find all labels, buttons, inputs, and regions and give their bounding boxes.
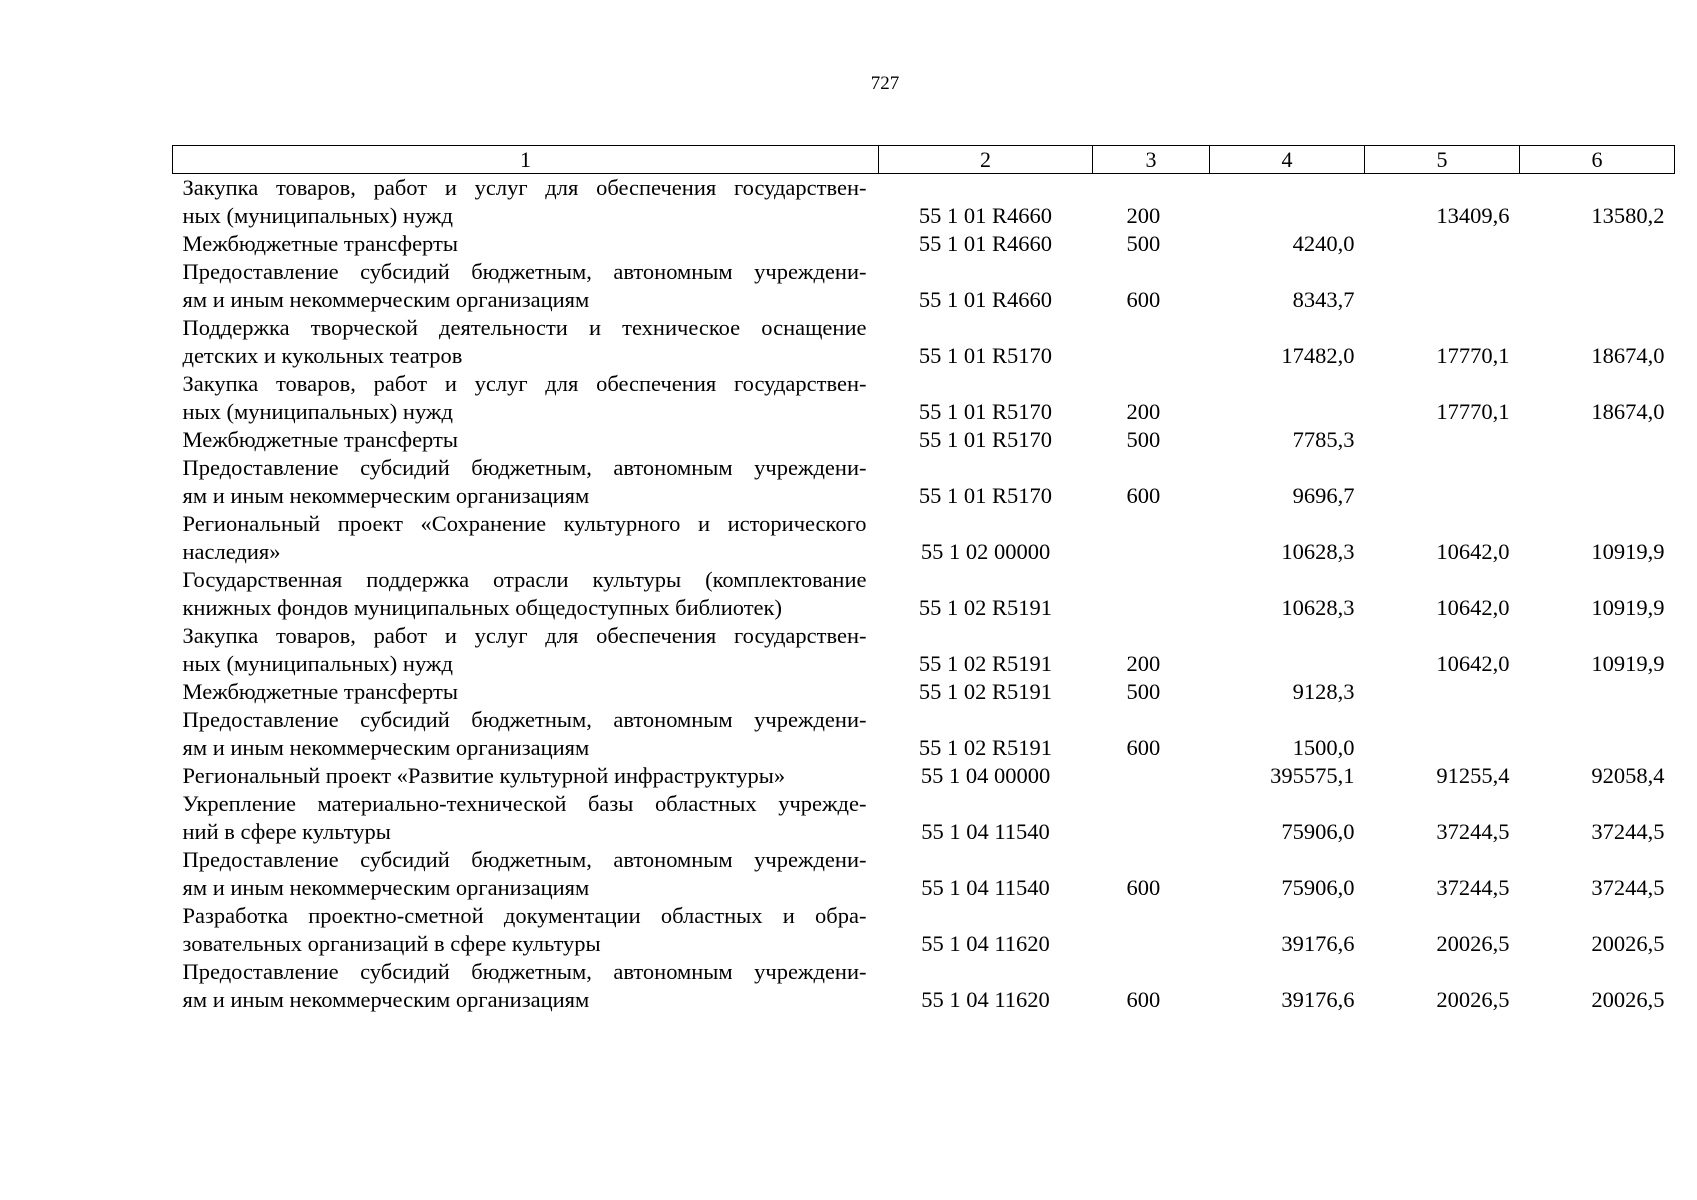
row-value-col5 — [1365, 258, 1520, 314]
row-value-col4: 17482,0 — [1281, 343, 1355, 368]
row-value-col5: 17770,1 — [1436, 399, 1510, 424]
row-value-col6: 10919,9 — [1591, 651, 1665, 676]
row-code: 55 1 02 R5191 — [918, 679, 1053, 704]
row-name — [173, 958, 879, 1014]
row-code: 55 1 01 R5170 — [918, 483, 1053, 508]
row-value-col5: 10642,0 — [1436, 595, 1510, 620]
row-expense-type: 600 — [1126, 987, 1161, 1012]
table-body — [173, 174, 1675, 1015]
row-value-col6: 37244,5 — [1591, 819, 1665, 844]
row-name — [173, 510, 879, 566]
table-row — [173, 678, 1675, 706]
row-value-col4: 8343,7 — [1292, 287, 1355, 312]
row-code: 55 1 02 R5191 — [918, 651, 1053, 676]
row-expense-type: 500 — [1126, 427, 1161, 452]
row-value-col4: 7785,3 — [1292, 427, 1355, 452]
row-value-col5: 10642,0 — [1436, 539, 1510, 564]
row-name — [173, 314, 879, 370]
row-name-line: ям и иным некоммерческим организациям — [182, 875, 590, 900]
row-name-line: Предоставление субсидий бюджетным, автономным учреждени- — [182, 259, 867, 284]
row-name-line: Разработка проектно-сметной документации областных и обра- — [182, 903, 867, 928]
table-row — [173, 790, 1675, 846]
row-value-col4 — [1210, 622, 1365, 678]
row-code: 55 1 02 00000 — [920, 539, 1051, 564]
table-row — [173, 706, 1675, 762]
row-expense-type — [1093, 510, 1210, 566]
row-value-col4: 10628,3 — [1281, 595, 1355, 620]
table-row — [173, 454, 1675, 510]
table-row — [173, 426, 1675, 454]
row-value-col4: 75906,0 — [1281, 819, 1355, 844]
row-name — [173, 762, 879, 790]
row-value-col5: 91255,4 — [1436, 763, 1510, 788]
row-value-col4: 39176,6 — [1281, 987, 1355, 1012]
table-row — [173, 622, 1675, 678]
row-name-line: Закупка товаров, работ и услуг для обеспечения государствен- — [182, 371, 867, 396]
row-value-col4: 75906,0 — [1281, 875, 1355, 900]
row-expense-type: 600 — [1126, 483, 1161, 508]
row-value-col5 — [1365, 706, 1520, 762]
header-col-4: 4 — [1210, 146, 1365, 174]
row-name-line: Предоставление субсидий бюджетным, автономным учреждени- — [182, 455, 867, 480]
row-name-line: ям и иным некоммерческим организациям — [182, 483, 590, 508]
row-value-col5: 20026,5 — [1436, 931, 1510, 956]
row-value-col6 — [1520, 258, 1675, 314]
table-row — [173, 902, 1675, 958]
row-name — [173, 790, 879, 846]
row-name-line: ных (муниципальных) нужд — [182, 399, 453, 424]
row-value-col6: 10919,9 — [1591, 595, 1665, 620]
row-value-col4: 4240,0 — [1292, 231, 1355, 256]
row-name-line: книжных фондов муниципальных общедоступных библиотек) — [182, 595, 782, 620]
row-name — [173, 370, 879, 426]
row-value-col5 — [1365, 426, 1520, 454]
row-name-line: Поддержка творческой деятельности и техническое оснащение — [182, 315, 867, 340]
row-value-col6 — [1520, 706, 1675, 762]
row-value-col4 — [1210, 174, 1365, 231]
row-value-col6: 20026,5 — [1591, 987, 1665, 1012]
row-expense-type: 200 — [1126, 203, 1161, 228]
row-value-col6: 20026,5 — [1591, 931, 1665, 956]
table-row — [173, 258, 1675, 314]
row-value-col6 — [1520, 426, 1675, 454]
row-code: 55 1 04 11540 — [921, 875, 1050, 900]
table-row — [173, 762, 1675, 790]
row-name — [173, 706, 879, 762]
row-value-col5: 37244,5 — [1436, 875, 1510, 900]
row-code: 55 1 02 R5191 — [918, 735, 1053, 760]
row-expense-type — [1093, 790, 1210, 846]
row-value-col6 — [1520, 454, 1675, 510]
page-number: 727 — [870, 73, 900, 94]
row-expense-type — [1093, 566, 1210, 622]
row-code: 55 1 01 R5170 — [918, 427, 1053, 452]
row-name-line: Региональный проект «Развитие культурной инфраструктуры» — [182, 763, 786, 788]
row-expense-type: 500 — [1126, 679, 1161, 704]
row-value-col5: 20026,5 — [1436, 987, 1510, 1012]
row-name-line: ям и иным некоммерческим организациям — [182, 287, 590, 312]
row-value-col5: 37244,5 — [1436, 819, 1510, 844]
row-name — [173, 174, 879, 231]
row-value-col6: 18674,0 — [1591, 399, 1665, 424]
row-name-line: Региональный проект «Сохранение культурного и исторического — [182, 511, 867, 536]
row-code: 55 1 02 R5191 — [918, 595, 1053, 620]
row-value-col6 — [1520, 678, 1675, 706]
row-value-col6: 10919,9 — [1591, 539, 1665, 564]
table-row — [173, 174, 1675, 231]
row-code: 55 1 04 11620 — [921, 987, 1050, 1012]
row-value-col6 — [1520, 230, 1675, 258]
row-name-line: Предоставление субсидий бюджетным, автономным учреждени- — [182, 959, 867, 984]
row-name-line: Предоставление субсидий бюджетным, автономным учреждени- — [182, 707, 867, 732]
row-value-col4: 9128,3 — [1292, 679, 1355, 704]
row-name-line: ний в сфере культуры — [182, 819, 391, 844]
header-col-3: 3 — [1093, 146, 1210, 174]
table-row — [173, 370, 1675, 426]
row-expense-type: 500 — [1126, 231, 1161, 256]
row-code: 55 1 01 R4660 — [918, 203, 1053, 228]
row-name-line: Предоставление субсидий бюджетным, автономным учреждени- — [182, 847, 867, 872]
header-col-2: 2 — [879, 146, 1093, 174]
table-row — [173, 314, 1675, 370]
row-code: 55 1 01 R5170 — [918, 399, 1053, 424]
row-expense-type: 600 — [1126, 875, 1161, 900]
header-row — [173, 146, 1675, 174]
row-name-line: Государственная поддержка отрасли культуры (комплектование — [182, 567, 867, 592]
row-expense-type — [1093, 314, 1210, 370]
row-code: 55 1 04 11620 — [921, 931, 1050, 956]
row-name — [173, 846, 879, 902]
header-col-5: 5 — [1365, 146, 1520, 174]
row-value-col4: 9696,7 — [1292, 483, 1355, 508]
row-name-line: ных (муниципальных) нужд — [182, 203, 453, 228]
row-name-line: Закупка товаров, работ и услуг для обеспечения государствен- — [182, 623, 867, 648]
row-name — [173, 426, 879, 454]
header-col-1: 1 — [173, 146, 879, 174]
row-name — [173, 454, 879, 510]
row-value-col6: 92058,4 — [1591, 763, 1665, 788]
row-expense-type: 200 — [1126, 399, 1161, 424]
row-name — [173, 566, 879, 622]
row-name-line: наследия» — [182, 539, 281, 564]
row-value-col5: 13409,6 — [1436, 203, 1510, 228]
row-name — [173, 230, 879, 258]
row-code: 55 1 01 R4660 — [918, 287, 1053, 312]
table-row — [173, 846, 1675, 902]
row-value-col5 — [1365, 454, 1520, 510]
row-name — [173, 258, 879, 314]
row-name — [173, 678, 879, 706]
row-value-col6: 18674,0 — [1591, 343, 1665, 368]
row-value-col5 — [1365, 230, 1520, 258]
table-row — [173, 958, 1675, 1014]
budget-table — [172, 145, 1675, 1014]
row-value-col5: 10642,0 — [1436, 651, 1510, 676]
row-code: 55 1 01 R5170 — [918, 343, 1053, 368]
row-value-col4: 395575,1 — [1270, 763, 1355, 788]
row-value-col6: 13580,2 — [1591, 203, 1665, 228]
row-name — [173, 622, 879, 678]
row-value-col5: 17770,1 — [1436, 343, 1510, 368]
header-col-6: 6 — [1520, 146, 1675, 174]
row-value-col4: 10628,3 — [1281, 539, 1355, 564]
row-value-col6: 37244,5 — [1591, 875, 1665, 900]
row-name-line: зовательных организаций в сфере культуры — [182, 931, 601, 956]
row-expense-type: 600 — [1126, 287, 1161, 312]
row-expense-type: 200 — [1126, 651, 1161, 676]
row-code: 55 1 04 11540 — [921, 819, 1050, 844]
row-name-line: ям и иным некоммерческим организациям — [182, 735, 590, 760]
row-value-col4 — [1210, 370, 1365, 426]
table-row — [173, 510, 1675, 566]
row-code: 55 1 01 R4660 — [918, 231, 1053, 256]
row-expense-type — [1093, 902, 1210, 958]
row-name-line: ных (муниципальных) нужд — [182, 651, 453, 676]
row-code: 55 1 04 00000 — [920, 763, 1051, 788]
row-name-line: детских и кукольных театров — [182, 343, 463, 368]
row-value-col5 — [1365, 678, 1520, 706]
row-name — [173, 902, 879, 958]
row-value-col4: 39176,6 — [1281, 931, 1355, 956]
row-expense-type: 600 — [1126, 735, 1161, 760]
row-value-col4: 1500,0 — [1292, 735, 1355, 760]
row-name-line: Межбюджетные трансферты — [182, 231, 458, 256]
row-name-line: ям и иным некоммерческим организациям — [182, 987, 590, 1012]
row-expense-type — [1093, 762, 1210, 790]
table-row — [173, 566, 1675, 622]
row-name-line: Закупка товаров, работ и услуг для обеспечения государствен- — [182, 175, 867, 200]
row-name-line: Укрепление материально-технической базы областных учрежде- — [182, 791, 867, 816]
table-row — [173, 230, 1675, 258]
row-name-line: Межбюджетные трансферты — [182, 427, 458, 452]
table-header — [173, 146, 1675, 174]
row-name-line: Межбюджетные трансферты — [182, 679, 458, 704]
